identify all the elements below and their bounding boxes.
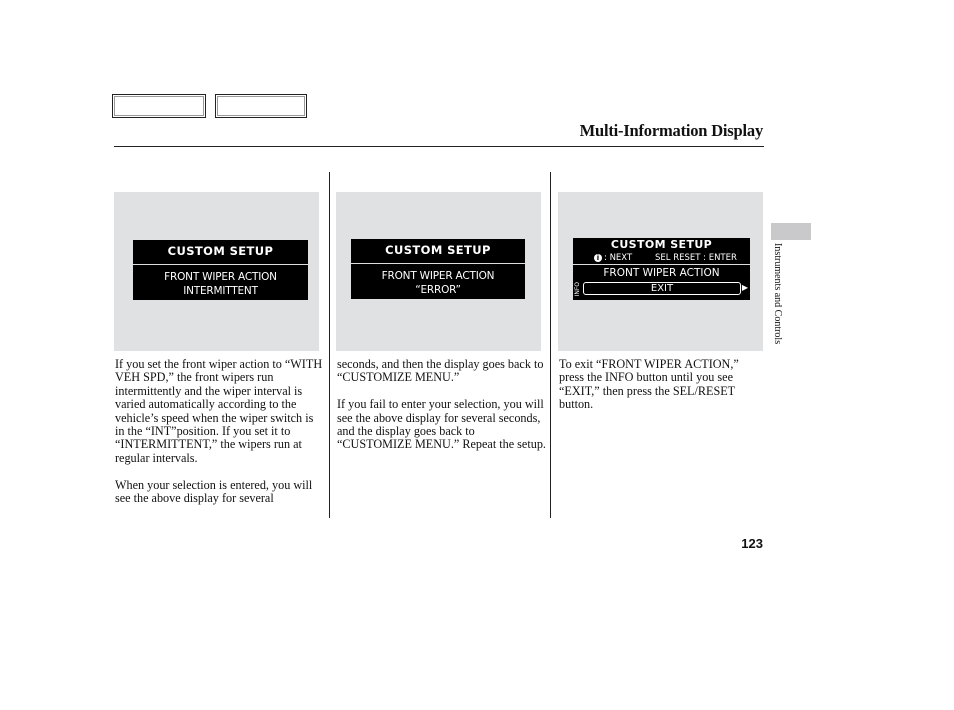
paragraph: When your selection is entered, you will see the above display for several	[115, 477, 313, 506]
arrow-right-icon: ▶	[741, 283, 748, 292]
lcd-line: FRONT WIPER ACTION	[164, 271, 277, 283]
lcd-side-tag: INFO	[574, 282, 581, 297]
title-divider	[114, 146, 764, 147]
section-tab	[771, 223, 811, 240]
display-figure-exit	[558, 192, 763, 351]
lcd-line: “ERROR”	[415, 284, 461, 296]
lcd-header: CUSTOM SETUP	[610, 238, 713, 251]
display-figure-error	[336, 192, 541, 351]
lcd-screen	[133, 240, 308, 300]
section-label: Instruments and Controls	[772, 243, 783, 345]
paragraph: seconds, and then the display goes back to “CUSTOMIZE MENU.”	[337, 357, 544, 385]
lcd-hint-row	[573, 252, 750, 265]
lcd-line: INTERMITTENT	[183, 285, 258, 297]
page-number: 123	[741, 536, 763, 551]
lcd-screen	[351, 239, 525, 299]
lcd-hint-next: : NEXT	[604, 253, 633, 263]
page-title: Multi-Information Display	[579, 121, 763, 140]
lcd-line: FRONT WIPER ACTION	[381, 270, 495, 282]
paragraph: If you fail to enter your selection, you will see the above display for several seconds, and the display goes back to “CUSTOMIZE MENU.” Repeat the setup.	[337, 397, 546, 452]
lcd-header: CUSTOM SETUP	[351, 239, 525, 264]
nav-button-previous[interactable]	[112, 94, 206, 118]
lcd-screen	[573, 238, 750, 300]
info-icon: i	[594, 254, 602, 262]
display-figure-intermittent	[114, 192, 319, 351]
text-column-1	[115, 358, 323, 519]
paragraph: To exit “FRONT WIPER ACTION,” press the INFO button until you see “EXIT,” then press the SEL/RESET button.	[559, 357, 739, 412]
lcd-header: CUSTOM SETUP	[133, 240, 308, 265]
text-column-3	[559, 358, 764, 425]
lcd-line: FRONT WIPER ACTION	[603, 267, 720, 279]
column-divider	[329, 172, 330, 518]
text-column-2	[337, 358, 547, 465]
paragraph: If you set the front wiper action to “WITH VEH SPD,” the front wipers run intermittently and the wiper interval is varied automatically according to the vehicle’s speed when the wiper switch is in the “INT”position. If you set it to “INTERMITTENT,” the wipers run at regular intervals.	[115, 357, 323, 465]
nav-button-next[interactable]	[215, 94, 307, 118]
lcd-exit-option: EXIT	[583, 282, 741, 295]
lcd-hint-enter: SEL RESET : ENTER	[655, 253, 737, 263]
column-divider	[550, 172, 551, 518]
